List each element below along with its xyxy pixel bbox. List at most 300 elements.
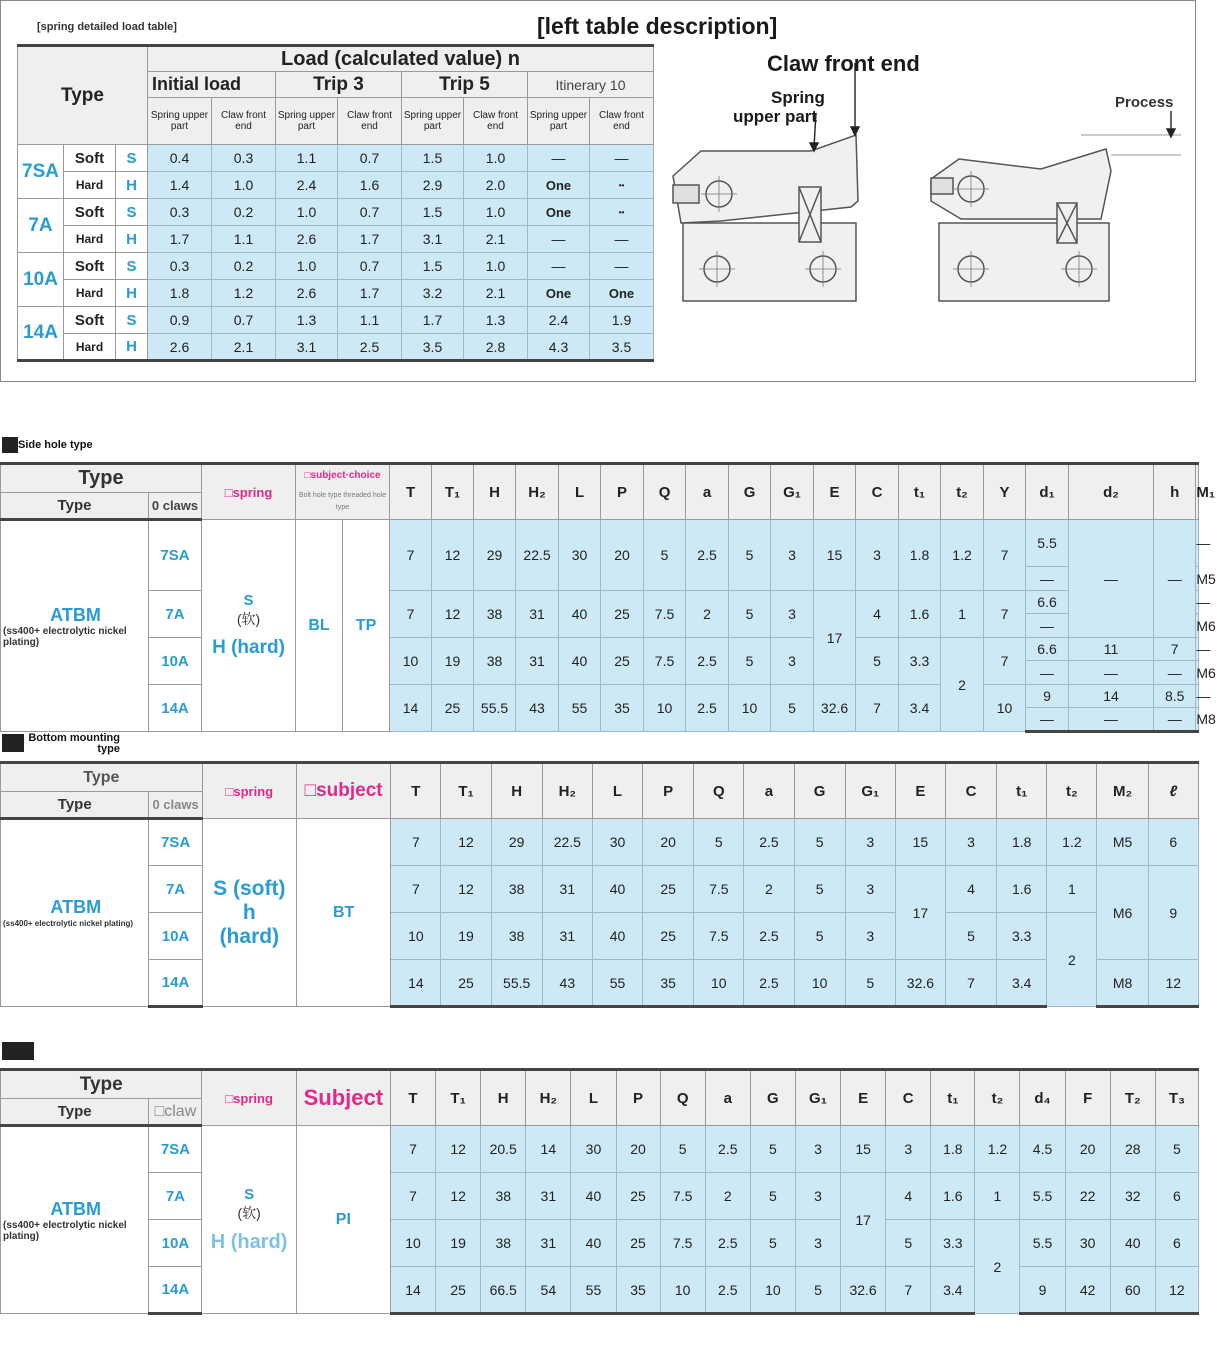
col-Q: Q	[660, 1070, 705, 1126]
spring-s: S	[243, 592, 254, 609]
load-value-cell: 0.7	[212, 307, 276, 334]
cell: 5	[644, 520, 686, 591]
cell: 25	[616, 1220, 660, 1267]
model-name: ATBM	[50, 897, 102, 917]
cell: 7	[391, 866, 441, 913]
col-H2: H₂	[516, 464, 559, 520]
cell: 3	[771, 520, 814, 591]
cell: 4	[856, 591, 899, 638]
side-hole-table	[0, 462, 1216, 733]
col-T: T	[391, 763, 441, 819]
col-a: a	[705, 1070, 750, 1126]
load-value-cell: 1.5	[402, 199, 464, 226]
load-value-cell: 0.7	[338, 145, 402, 172]
load-code-label: S	[116, 199, 148, 226]
cell: 30	[559, 520, 601, 591]
load-value-cell: 2.4	[276, 172, 338, 199]
cell: 15	[841, 1126, 886, 1173]
type-low-label: Type	[1, 792, 149, 819]
load-value-cell: 0.4	[148, 145, 212, 172]
load-code-label: H	[116, 172, 148, 199]
col-T1: T₁	[436, 1070, 481, 1126]
model-name: ATBM	[50, 1198, 101, 1219]
model-7sa: 7SA	[149, 819, 202, 866]
cell: 10	[391, 913, 441, 960]
subject-bt: BT	[296, 819, 390, 1007]
load-kind-label: Soft	[64, 145, 116, 172]
load-code-label: H	[116, 334, 148, 361]
cell: 7	[984, 591, 1026, 638]
cell: 3	[771, 591, 814, 638]
cell: 7	[856, 685, 899, 732]
cell: 7	[390, 1173, 435, 1220]
cell: 10	[794, 960, 845, 1007]
col-G: G	[729, 464, 771, 520]
cell: 2.5	[705, 1126, 750, 1173]
cell: 5	[845, 960, 895, 1007]
load-value-cell: 1.2	[212, 280, 276, 307]
cell: 40	[571, 1220, 616, 1267]
cell: 9	[1020, 1267, 1065, 1314]
cell: 7	[886, 1267, 931, 1314]
cell: 7	[390, 520, 432, 591]
cell: 3.4	[997, 960, 1047, 1007]
cell: 25	[643, 913, 694, 960]
cell: 3.3	[899, 638, 941, 685]
col-G: G	[794, 763, 845, 819]
load-kind-label: Hard	[64, 172, 116, 199]
cell: M5	[1097, 819, 1148, 866]
cell: 1.6	[997, 866, 1047, 913]
cell: 10	[750, 1267, 795, 1314]
col-T1: T₁	[441, 763, 491, 819]
cell: 7	[1154, 638, 1196, 661]
cell: 7	[984, 520, 1026, 591]
sub-spring-upper: Spring upper part	[276, 98, 338, 145]
cell: 17	[895, 866, 945, 960]
spring-h: H (hard)	[210, 1230, 288, 1253]
model-material: (ss400+ electrolytic nickel plating)	[3, 625, 127, 648]
load-value-cell: 1.7	[338, 226, 402, 253]
load-value-cell: —	[590, 145, 654, 172]
col-H: H	[481, 1070, 526, 1126]
cell: 31	[542, 913, 592, 960]
load-value-cell: 1.0	[276, 199, 338, 226]
cell: 5	[795, 1267, 840, 1314]
col-T: T	[390, 464, 432, 520]
col-H: H	[491, 763, 542, 819]
load-value-cell: 0.3	[148, 253, 212, 280]
cell: 1.2	[941, 520, 984, 591]
model-7sa: 7SA	[149, 1126, 202, 1173]
cell: 20	[1065, 1126, 1110, 1173]
type-low-label: Type	[1, 493, 149, 520]
cell: 38	[491, 913, 542, 960]
cell: —	[1026, 661, 1069, 685]
label-spring: Spring	[771, 88, 825, 107]
cell: 25	[601, 591, 644, 638]
cell: 5	[729, 591, 771, 638]
cell: 6	[1148, 819, 1198, 866]
col-d1: d₁	[1026, 464, 1069, 520]
spring-header: □spring	[202, 464, 296, 520]
load-value-cell: 2.6	[148, 334, 212, 361]
col-L: L	[592, 763, 642, 819]
model-material: (ss400+ electrolytic nickel plating)	[3, 1219, 127, 1242]
cell: 5	[750, 1173, 795, 1220]
cell: 3.4	[899, 685, 941, 732]
cell: 11	[1069, 638, 1154, 661]
load-code-label: S	[116, 307, 148, 334]
col-G1: G₁	[795, 1070, 840, 1126]
subject-note: Bolt hole type threaded hole type	[298, 492, 387, 511]
cell: 19	[432, 638, 474, 685]
load-value-cell: 0.7	[338, 253, 402, 280]
cell: 31	[516, 638, 559, 685]
cell: 54	[526, 1267, 571, 1314]
model-10a: 10A	[149, 1220, 202, 1267]
col-t2: t₂	[1047, 763, 1097, 819]
cell: 5	[729, 638, 771, 685]
cell: 2.5	[686, 520, 729, 591]
cell: 7	[946, 960, 997, 1007]
cell: 6.6	[1026, 591, 1069, 614]
col-t1: t₁	[997, 763, 1047, 819]
cell: 3	[856, 520, 899, 591]
load-value-cell: 1.1	[276, 145, 338, 172]
cell: 55	[592, 960, 642, 1007]
cell: 40	[592, 866, 642, 913]
cell: 7.5	[644, 638, 686, 685]
cell: 3	[795, 1173, 840, 1220]
load-value-cell: ••	[590, 199, 654, 226]
load-kind-label: Soft	[64, 199, 116, 226]
cell: —	[1069, 520, 1154, 638]
cell: M8	[1196, 708, 1199, 732]
col-G1: G₁	[845, 763, 895, 819]
cell: —	[1196, 685, 1199, 708]
cell: 10	[644, 685, 686, 732]
cell: —	[1026, 708, 1069, 732]
left-base-block	[683, 223, 856, 301]
cell: —	[1196, 520, 1199, 567]
cell: —	[1196, 591, 1199, 614]
cell: 15	[895, 819, 945, 866]
cell: 31	[542, 866, 592, 913]
cell: 3	[771, 638, 814, 685]
load-value-cell: —	[528, 226, 590, 253]
load-value-cell: 1.5	[402, 253, 464, 280]
subject-header: Subject	[296, 1070, 390, 1126]
cell: 55.5	[491, 960, 542, 1007]
col-a: a	[686, 464, 729, 520]
load-value-cell: 1.5	[402, 145, 464, 172]
load-table-caption: [spring detailed load table]	[37, 21, 177, 33]
load-value-cell: —	[528, 253, 590, 280]
group-itinerary-10: Itinerary 10	[528, 72, 654, 98]
spring-header: □spring	[202, 1070, 296, 1126]
col-P: P	[601, 464, 644, 520]
cell: 5	[794, 866, 845, 913]
label-process: Process	[1115, 94, 1174, 111]
cell: —	[1026, 614, 1069, 638]
cell: —	[1026, 567, 1069, 591]
cell: 30	[592, 819, 642, 866]
sub-spring-upper: Spring upper part	[528, 98, 590, 145]
cell: 19	[436, 1220, 481, 1267]
cell: 7.5	[660, 1220, 705, 1267]
load-value-cell: 2.1	[464, 280, 528, 307]
cell: 2.5	[705, 1220, 750, 1267]
cell: —	[1069, 708, 1154, 732]
load-value-cell: 2.6	[276, 226, 338, 253]
cell: 5.5	[1020, 1173, 1065, 1220]
cell: 4	[946, 866, 997, 913]
cell: 14	[391, 960, 441, 1007]
cell: 1.6	[931, 1173, 975, 1220]
cell: 4.5	[1020, 1126, 1065, 1173]
cell: 12	[436, 1126, 481, 1173]
col-G1: G₁	[771, 464, 814, 520]
cell: 25	[616, 1173, 660, 1220]
bottom-title-line2: type	[97, 743, 120, 755]
spring-soft: (软)	[236, 611, 261, 627]
col-T: T	[390, 1070, 435, 1126]
load-value-cell: 1.0	[464, 145, 528, 172]
cell: 5	[794, 819, 845, 866]
cell: 7.5	[694, 913, 744, 960]
group-trip-3: Trip 3	[276, 72, 402, 98]
cell: 5	[794, 913, 845, 960]
cell: 29	[491, 819, 542, 866]
type-header: Type	[18, 46, 148, 145]
cell: 38	[481, 1220, 526, 1267]
group-initial-load: Initial load	[148, 72, 276, 98]
load-value-cell: 1.0	[276, 253, 338, 280]
cell: 2.5	[686, 685, 729, 732]
col-P: P	[643, 763, 694, 819]
load-kind-label: Hard	[64, 280, 116, 307]
cell: 66.5	[481, 1267, 526, 1314]
cell: 3	[845, 913, 895, 960]
load-value-cell: 1.0	[212, 172, 276, 199]
load-value-cell: —	[528, 145, 590, 172]
cell: 12	[441, 819, 491, 866]
subject-header: □subject	[296, 763, 390, 819]
model-name: ATBM	[50, 604, 101, 625]
col-l: ℓ	[1148, 763, 1198, 819]
load-value-cell: 2.5	[338, 334, 402, 361]
section-marker	[2, 734, 24, 752]
right-base-block	[939, 223, 1109, 301]
model-material: (ss400+ electrolytic nickel plating)	[3, 919, 134, 928]
cell: 38	[474, 591, 516, 638]
load-model-label: 14A	[18, 307, 64, 361]
claws-label: □claw	[149, 1099, 202, 1126]
cell: 5	[771, 685, 814, 732]
col-L: L	[571, 1070, 616, 1126]
group-trip-5: Trip 5	[402, 72, 528, 98]
load-value-cell: 2.1	[464, 226, 528, 253]
col-H2: H₂	[542, 763, 592, 819]
cell: 5	[886, 1220, 931, 1267]
cell: 55	[559, 685, 601, 732]
cell: 8.5	[1154, 685, 1196, 708]
load-code-label: H	[116, 226, 148, 253]
cell: 7	[391, 819, 441, 866]
cell: 2	[705, 1173, 750, 1220]
cell: 28	[1110, 1126, 1155, 1173]
model-7a: 7A	[149, 866, 202, 913]
cell: 35	[616, 1267, 660, 1314]
subject-choice-header: □subject·choice	[304, 470, 381, 481]
load-value-cell: 3.2	[402, 280, 464, 307]
col-t1: t₁	[931, 1070, 975, 1126]
load-value-cell: 3.5	[590, 334, 654, 361]
spring-header: □spring	[202, 763, 296, 819]
load-value-cell: 2.4	[528, 307, 590, 334]
cell: 5	[750, 1220, 795, 1267]
cell: 32.6	[814, 685, 856, 732]
claw-diagram	[661, 51, 1191, 321]
cell: 7.5	[660, 1173, 705, 1220]
col-E: E	[814, 464, 856, 520]
choice-tp: TP	[343, 520, 390, 732]
model-10a: 10A	[149, 638, 202, 685]
cell: 2.5	[744, 819, 794, 866]
col-E: E	[841, 1070, 886, 1126]
sub-claw-front: Claw front end	[590, 98, 654, 145]
cell: 7	[390, 1126, 435, 1173]
cell: 7	[390, 591, 432, 638]
cell: 7.5	[644, 591, 686, 638]
sub-spring-upper: Spring upper part	[402, 98, 464, 145]
label-claw-front-end: Claw front end	[767, 51, 920, 76]
cell: M8	[1097, 960, 1148, 1007]
cell: 2	[1047, 913, 1097, 1007]
cell: 2.5	[744, 960, 794, 1007]
cell: —	[1154, 661, 1196, 685]
load-value-cell: 1.3	[464, 307, 528, 334]
col-t2: t₂	[941, 464, 984, 520]
cell: —	[1069, 661, 1154, 685]
cell: 10	[694, 960, 744, 1007]
cell: 2	[975, 1220, 1020, 1314]
load-model-label: 10A	[18, 253, 64, 307]
load-value-cell: 1.1	[338, 307, 402, 334]
spring-s-soft: S (soft)	[213, 876, 286, 900]
load-header: Load (calculated value) n	[148, 46, 654, 72]
load-kind-label: Soft	[64, 307, 116, 334]
load-code-label: S	[116, 253, 148, 280]
cell: 2.5	[686, 638, 729, 685]
cell: 5	[729, 520, 771, 591]
cell: 3	[845, 819, 895, 866]
cell: 29	[474, 520, 516, 591]
model-7a: 7A	[149, 591, 202, 638]
col-t2: t₂	[975, 1070, 1020, 1126]
cell: 38	[481, 1173, 526, 1220]
cell: 3	[795, 1220, 840, 1267]
subject-pi: PI	[296, 1126, 390, 1314]
load-value-cell: 0.3	[148, 199, 212, 226]
model-10a: 10A	[149, 913, 202, 960]
cell: 3.4	[931, 1267, 975, 1314]
cell: 1.8	[931, 1126, 975, 1173]
cell: 42	[1065, 1267, 1110, 1314]
cell: 60	[1110, 1267, 1155, 1314]
cell: 14	[390, 685, 432, 732]
cell: 14	[390, 1267, 435, 1314]
cell: 35	[601, 685, 644, 732]
spring-soft: (软)	[237, 1204, 261, 1221]
cell: 5	[694, 819, 744, 866]
col-C: C	[856, 464, 899, 520]
load-value-cell: 0.2	[212, 199, 276, 226]
col-d4: d₄	[1020, 1070, 1065, 1126]
load-model-label: 7SA	[18, 145, 64, 199]
cell: 2	[744, 866, 794, 913]
load-value-cell: ••	[590, 172, 654, 199]
cell: 1	[941, 591, 984, 638]
cell: M6	[1196, 661, 1199, 685]
cell: 7.5	[694, 866, 744, 913]
bottom-section-title	[26, 733, 120, 755]
col-T3: T₃	[1155, 1070, 1198, 1126]
load-value-cell: One	[528, 172, 590, 199]
cell: 12	[436, 1173, 481, 1220]
label-upper-part: upper part	[733, 107, 818, 126]
load-value-cell: 0.2	[212, 253, 276, 280]
cell: 20	[643, 819, 694, 866]
load-code-label: H	[116, 280, 148, 307]
cell: 1.2	[1047, 819, 1097, 866]
type-low-label: Type	[1, 1099, 149, 1126]
cell: 9	[1026, 685, 1069, 708]
load-value-cell: 3.1	[276, 334, 338, 361]
col-Q: Q	[644, 464, 686, 520]
load-value-cell: One	[528, 280, 590, 307]
type-top-label: Type	[78, 467, 124, 489]
load-value-cell: 2.1	[212, 334, 276, 361]
cell: 40	[592, 913, 642, 960]
col-F: F	[1065, 1070, 1110, 1126]
cell: 31	[516, 591, 559, 638]
cell: 1	[975, 1173, 1020, 1220]
cell: 3.3	[997, 913, 1047, 960]
cell: 30	[1065, 1220, 1110, 1267]
spring-s: S	[244, 1185, 255, 1203]
cell: 6.6	[1026, 638, 1069, 661]
cell: 12	[432, 591, 474, 638]
cell: 31	[526, 1173, 571, 1220]
cell: 3	[886, 1126, 931, 1173]
col-h: h	[1154, 464, 1196, 520]
load-value-cell: 2.9	[402, 172, 464, 199]
model-14a: 14A	[149, 685, 202, 732]
col-G: G	[750, 1070, 795, 1126]
load-kind-label: Hard	[64, 226, 116, 253]
left-claw-arm	[673, 135, 858, 223]
sub-spring-upper: Spring upper part	[148, 98, 212, 145]
cell: 10	[729, 685, 771, 732]
cell: 1.8	[899, 520, 941, 591]
col-M2: M₂	[1097, 763, 1148, 819]
cell: 7	[984, 638, 1026, 685]
right-screw	[931, 178, 953, 194]
cell: 30	[571, 1126, 616, 1173]
cell: 32.6	[895, 960, 945, 1007]
